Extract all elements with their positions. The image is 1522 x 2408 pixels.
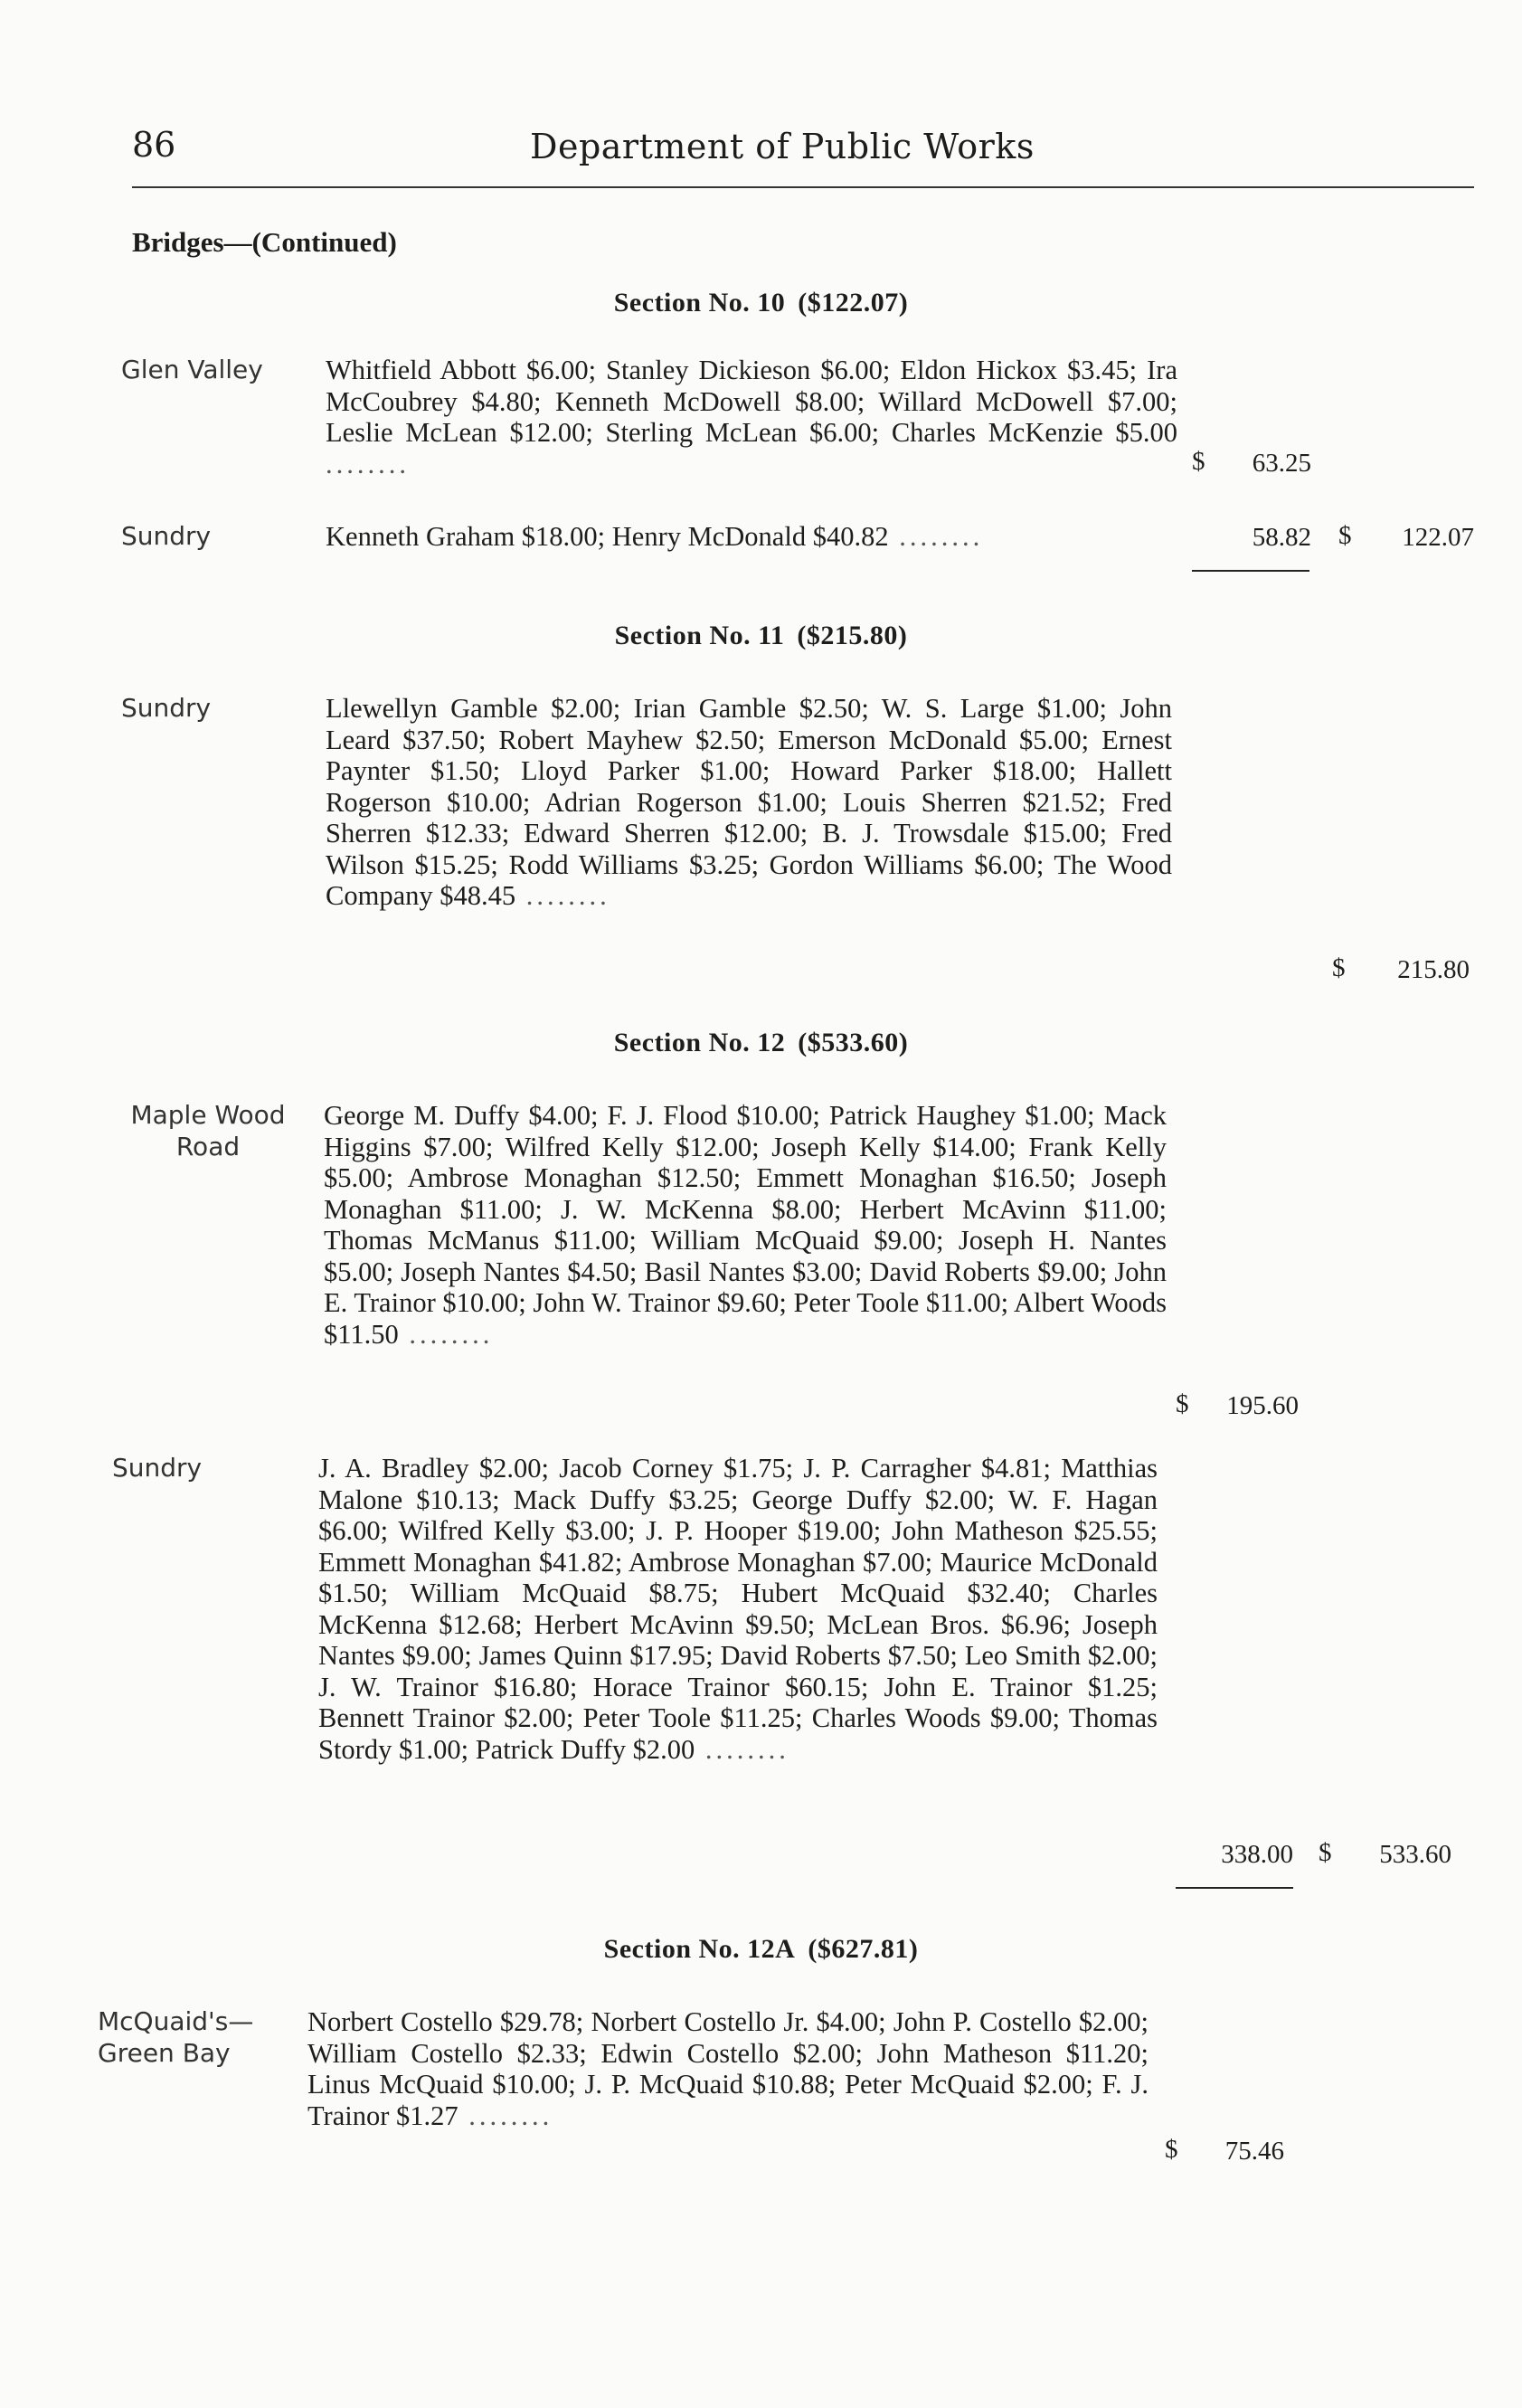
leader-dots: ........	[515, 880, 610, 911]
entry-location: Sundry	[112, 1453, 203, 1483]
section-total: 122.07	[1402, 523, 1474, 552]
section-heading-total: ($533.60)	[798, 1028, 909, 1057]
leader-dots: ........	[398, 1318, 494, 1350]
amount-dollar-sign: $	[1176, 1389, 1189, 1418]
entry-location: McQuaid's— Green Bay	[98, 2006, 254, 2068]
subtotal-rule	[1176, 1887, 1293, 1889]
entry-text: Whitfield Abbott $6.00; Stanley Dickieson $6.00; Eldon Hickox $3.45; Ira McCoubrey $4.80; Kenneth McDowell $8.00; Willard McDowell $7.00; Leslie McLean $12.00; Sterling McLean $6.00; Charles McKenzie $5.00 ........	[326, 355, 1177, 479]
section-heading	[0, 621, 1522, 651]
entry-location: Sundry	[121, 521, 212, 551]
running-title: Department of Public Works	[530, 127, 1035, 166]
entry-text: J. A. Bradley $2.00; Jacob Corney $1.75; J. P. Carragher $4.81; Matthias Malone $10.13; Mack Duffy $3.25; George Duffy $2.00; W. F. Hagan $6.00; Wilfred Kelly $3.00; J. P. Hooper $19.00; John Matheson $25.55; Emmett Monaghan $41.82; Ambrose Monaghan $7.00; Maurice McDonald $1.50; William McQuaid $8.75; Hubert McQuaid $32.40; Charles McKenna $12.68; Herbert McAvinn $9.50; McLean Bros. $6.96; Joseph Nantes $9.00; James Quinn $17.95; David Roberts $7.50; Leo Smith $2.00; J. W. Trainor $16.80; Horace Trainor $60.15; John E. Trainor $1.25; Bennett Trainor $2.00; Peter Toole $11.25; Charles Woods $9.00; Thomas Stordy $1.00; Patrick Duffy $2.00 ........	[318, 1453, 1158, 1765]
leader-dots: ........	[458, 2100, 553, 2131]
section-total: 215.80	[1397, 955, 1470, 984]
page-header	[0, 125, 1522, 179]
entry-location: Sundry	[121, 693, 212, 723]
entry-amount: 75.46	[1224, 2137, 1284, 2166]
section-heading-total: ($122.07)	[798, 288, 909, 318]
section-heading	[0, 1934, 1522, 1965]
header-rule	[132, 186, 1474, 188]
leader-dots: ........	[888, 521, 984, 552]
subtotal-rule	[1192, 570, 1309, 572]
entry-text: Llewellyn Gamble $2.00; Irian Gamble $2.50; W. S. Large $1.00; John Leard $37.50; Robert Mayhew $2.50; Emerson McDonald $5.00; Ernest Paynter $1.50; Lloyd Parker $1.00; Howard Parker $18.00; Hallett Rogerson $10.00; Adrian Rogerson $1.00; Louis Sherren $21.52; Fred Sherren $12.33; Edward Sherren $12.00; B. J. Trowsdale $15.00; Fred Wilson $15.25; Rodd Williams $3.25; Gordon Williams $6.00; The Wood Company $48.45 ........	[326, 693, 1172, 911]
entry-amount: 338.00	[1221, 1840, 1293, 1869]
entry-location: Glen Valley	[121, 355, 263, 384]
entry-text: George M. Duffy $4.00; F. J. Flood $10.00; Patrick Haughey $1.00; Mack Higgins $7.00; Wilfred Kelly $12.00; Joseph Kelly $14.00; Frank Kelly $5.00; Ambrose Monaghan $12.50; Emmett Monaghan $16.50; Joseph Monaghan $11.00; J. W. McKenna $8.00; Herbert McAvinn $11.00; Thomas McManus $11.00; William McQuaid $9.00; Joseph H. Nantes $5.00; Joseph Nantes $4.50; Basil Nantes $3.00; David Roberts $9.00; John E. Trainor $10.00; John W. Trainor $9.60; Peter Toole $11.00; Albert Woods $11.50 ........	[324, 1100, 1167, 1350]
leader-dots: ........	[326, 448, 410, 479]
section-heading-total: ($215.80)	[797, 621, 908, 650]
entry-amount: 195.60	[1226, 1391, 1299, 1420]
section-heading-name: Section No. 11	[614, 621, 785, 650]
entry-text: Kenneth Graham $18.00; Henry McDonald $40.82 ........	[326, 521, 984, 552]
section-total: 533.60	[1379, 1840, 1451, 1869]
section-heading	[0, 1028, 1522, 1058]
entry-amount: 58.82	[1252, 523, 1311, 552]
amount-dollar-sign: $	[1192, 447, 1205, 476]
entry-amount: 63.25	[1252, 449, 1311, 478]
total-dollar-sign: $	[1338, 521, 1352, 550]
entry-text: Norbert Costello $29.78; Norbert Costello Jr. $4.00; John P. Costello $2.00; William Costello $2.33; Edwin Costello $2.00; John Matheson $11.20; Linus McQuaid $10.00; J. P. McQuaid $10.88; Peter McQuaid $2.00; F. J. Trainor $1.27 ........	[307, 2006, 1149, 2131]
total-dollar-sign: $	[1319, 1838, 1332, 1867]
continued-label: Bridges—(Continued)	[132, 226, 397, 258]
page-number: 86	[132, 125, 176, 165]
section-heading	[0, 288, 1522, 318]
leader-dots: ........	[695, 1733, 789, 1765]
section-heading-name: Section No. 12A	[603, 1934, 796, 1964]
entry-location: Maple Wood Road	[130, 1100, 286, 1161]
amount-dollar-sign: $	[1165, 2135, 1178, 2164]
section-heading-name: Section No. 10	[613, 288, 786, 318]
section-heading-name: Section No. 12	[613, 1028, 786, 1057]
total-dollar-sign: $	[1332, 953, 1346, 982]
section-heading-total: ($627.81)	[808, 1934, 919, 1964]
